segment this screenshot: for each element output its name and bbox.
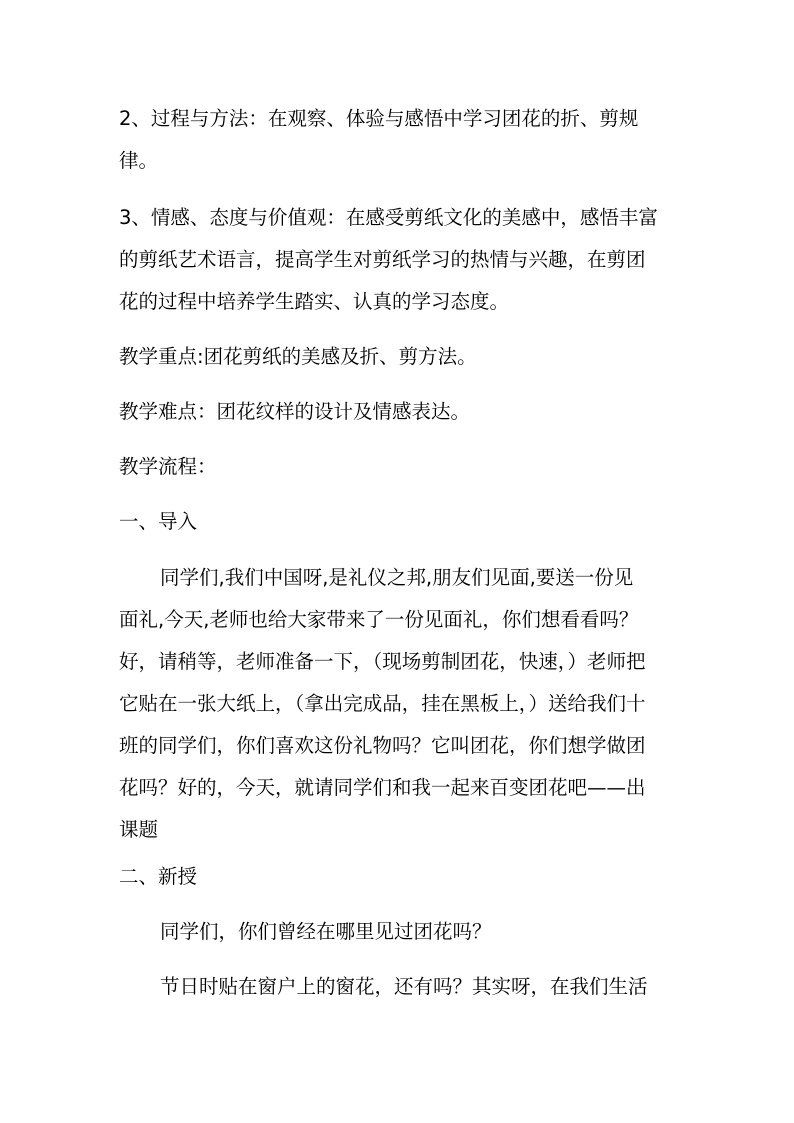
- paragraph-line: 同学们，你们曾经在哪里见过团花吗？: [160, 920, 492, 943]
- key-point: 教学重点:团花剪纸的美感及折、剪方法。: [119, 345, 477, 368]
- text-line: 的剪纸艺术语言，提高学生对剪纸学习的热情与兴趣，在剪团: [119, 248, 646, 271]
- text-line: 2、过程与方法：在观察、体验与感悟中学习团花的折、剪规: [119, 107, 639, 130]
- section-heading: 二、新授: [119, 865, 198, 888]
- paragraph-line: 好，请稍等，老师准备一下，（现场剪制团花，快速，）老师把: [119, 650, 646, 673]
- text-line: 3、情感、态度与价值观：在感受剪纸文化的美感中，感悟丰富: [119, 206, 658, 229]
- paragraph-line: 花吗？好的，今天，就请同学们和我一起来百变团花吧——出: [119, 776, 646, 799]
- paragraph-line: 它贴在一张大纸上，（拿出完成品，挂在黑板上，）送给我们十: [119, 692, 646, 715]
- section-heading: 一、导入: [119, 510, 198, 533]
- paragraph-line: 节日时贴在窗户上的窗花，还有吗？其实呀，在我们生活: [160, 975, 648, 998]
- paragraph-line: 课题: [119, 818, 159, 841]
- section-heading: 教学流程：: [119, 455, 217, 478]
- paragraph-line: 面礼,今天,老师也给大家带来了一份见面礼，你们想看看吗？: [119, 608, 639, 631]
- text-line: 律。: [119, 149, 159, 172]
- paragraph-line: 班的同学们，你们喜欢这份礼物吗？它叫团花，你们想学做团: [119, 734, 646, 757]
- text-line: 花的过程中培养学生踏实、认真的学习态度。: [119, 290, 510, 313]
- difficult-point: 教学难点：团花纹样的设计及情感表达。: [119, 400, 471, 423]
- paragraph-line: 同学们,我们中国呀,是礼仪之邦,朋友们见面,要送一份见: [160, 566, 634, 589]
